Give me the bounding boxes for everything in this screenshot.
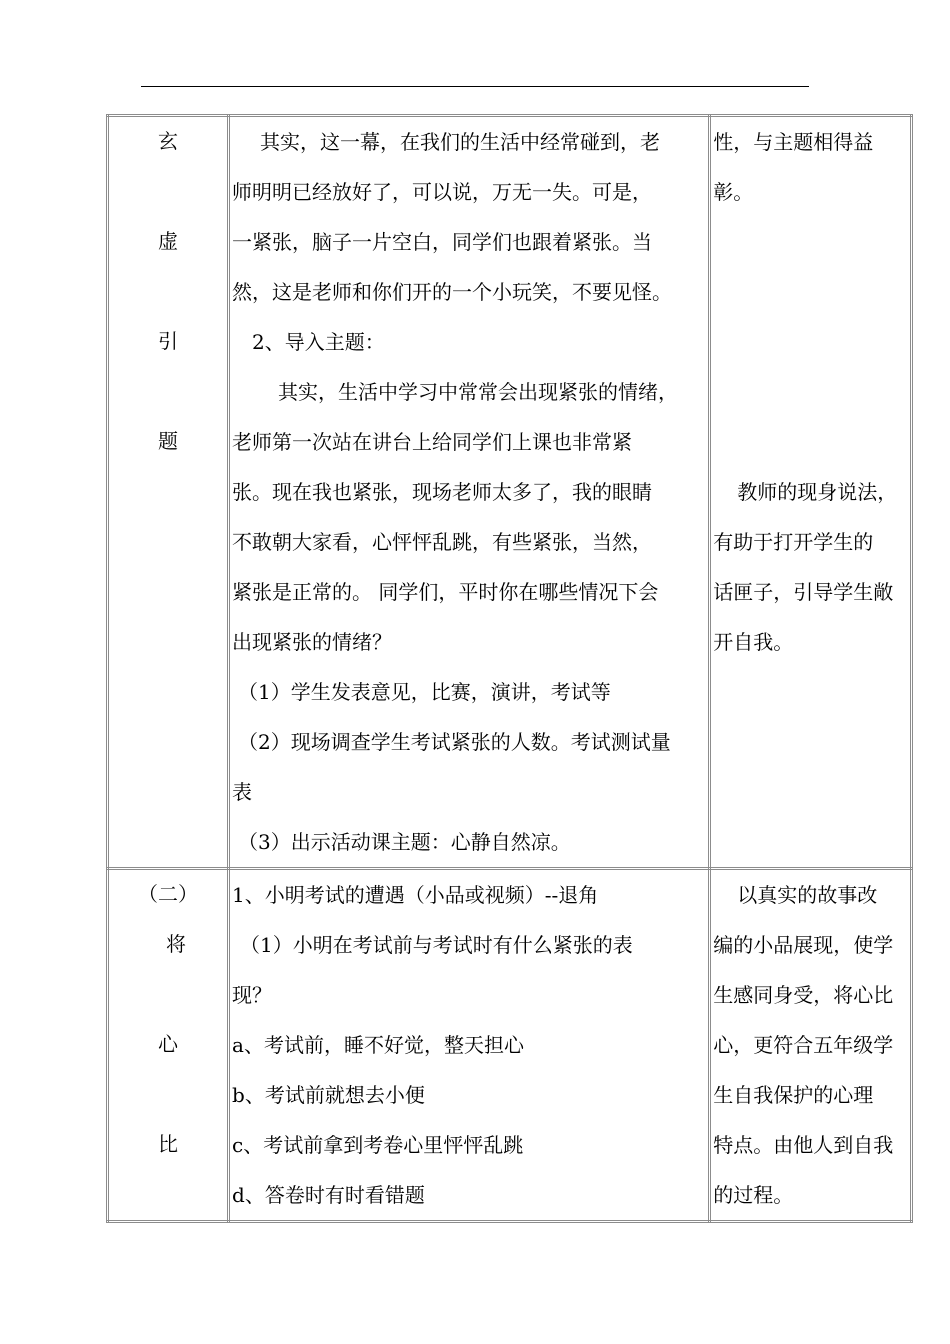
content-line: a、考试前，睡不好觉，整天担心: [232, 1033, 524, 1057]
note-cell: [710, 869, 912, 1222]
note-line: 的过程。: [713, 1183, 794, 1207]
stage-label-char: 比: [158, 1132, 179, 1156]
note-line: 教师的现身说法，: [737, 480, 898, 504]
note-line: 生感同身受，将心比: [713, 983, 894, 1007]
note-line: 话匣子，引导学生敞: [713, 580, 894, 604]
content-line: 张。现在我也紧张，现场老师太多了，我的眼睛: [232, 480, 653, 504]
note-line: 编的小品展现，使学: [713, 933, 894, 957]
content-line: 2、导入主题：: [252, 330, 385, 354]
content-line: 不敢朝大家看，心怦怦乱跳，有些紧张，当然，: [232, 530, 653, 554]
note-line: 特点。由他人到自我: [713, 1133, 894, 1157]
note-line: 彰。: [713, 180, 754, 204]
content-line: （2）现场调查学生考试紧张的人数。考试测试量: [238, 730, 671, 754]
content-line: 老师第一次站在讲台上给同学们上课也非常紧: [232, 430, 633, 454]
note-line: 开自我。: [713, 630, 794, 654]
content-line: 紧张是正常的。 同学们，平时你在哪些情况下会: [232, 580, 659, 604]
lesson-plan-table: [106, 114, 913, 1223]
content-line: 1、小明考试的遭遇（小品或视频）--退角: [232, 883, 599, 907]
table-row: [108, 116, 912, 869]
stage-label-char: 玄: [158, 129, 179, 153]
header-rule: [141, 86, 809, 87]
note-line: 有助于打开学生的: [713, 530, 874, 554]
note-line: 以真实的故事改: [737, 883, 878, 907]
stage-label-char: 将: [166, 932, 187, 956]
content-line: 其实，这一幕，在我们的生活中经常碰到，老: [260, 130, 661, 154]
content-cell: [229, 869, 710, 1222]
content-line: （3）出示活动课主题：心静自然凉。: [238, 830, 571, 854]
note-line: 心，更符合五年级学: [713, 1033, 894, 1057]
stage-label-char: 心: [158, 1032, 179, 1056]
note-cell: [710, 116, 912, 869]
content-line: 一紧张，脑子一片空白，同学们也跟着紧张。当: [232, 230, 653, 254]
note-line: 性，与主题相得益: [713, 130, 874, 154]
content-line: （1）小明在考试前与考试时有什么紧张的表: [240, 933, 633, 957]
stage-label-char: 虚: [158, 229, 179, 253]
content-line: c、考试前拿到考卷心里怦怦乱跳: [232, 1133, 524, 1157]
content-line: 师明明已经放好了，可以说，万无一失。可是，: [232, 180, 653, 204]
content-line: 现？: [232, 983, 273, 1007]
content-cell: [229, 116, 710, 869]
content-line: 其实，生活中学习中常常会出现紧张的情绪，: [278, 380, 679, 404]
stage-label-cell: [108, 116, 229, 869]
content-line: 出现紧张的情绪？: [232, 630, 393, 654]
content-line: （1）学生发表意见，比赛，演讲，考试等: [238, 680, 611, 704]
content-line: d、答卷时有时看错题: [232, 1183, 425, 1207]
stage-label-char: （二）: [138, 882, 199, 906]
stage-label-cell: [108, 869, 229, 1222]
note-line: 生自我保护的心理: [713, 1083, 874, 1107]
stage-label-char: 引: [158, 329, 179, 353]
content-line: 然，这是老师和你们开的一个小玩笑，不要见怪。: [232, 280, 673, 304]
table-row: [108, 869, 912, 1222]
content-line: b、考试前就想去小便: [232, 1083, 425, 1107]
content-line: 表: [232, 780, 253, 804]
stage-label-char: 题: [158, 429, 179, 453]
